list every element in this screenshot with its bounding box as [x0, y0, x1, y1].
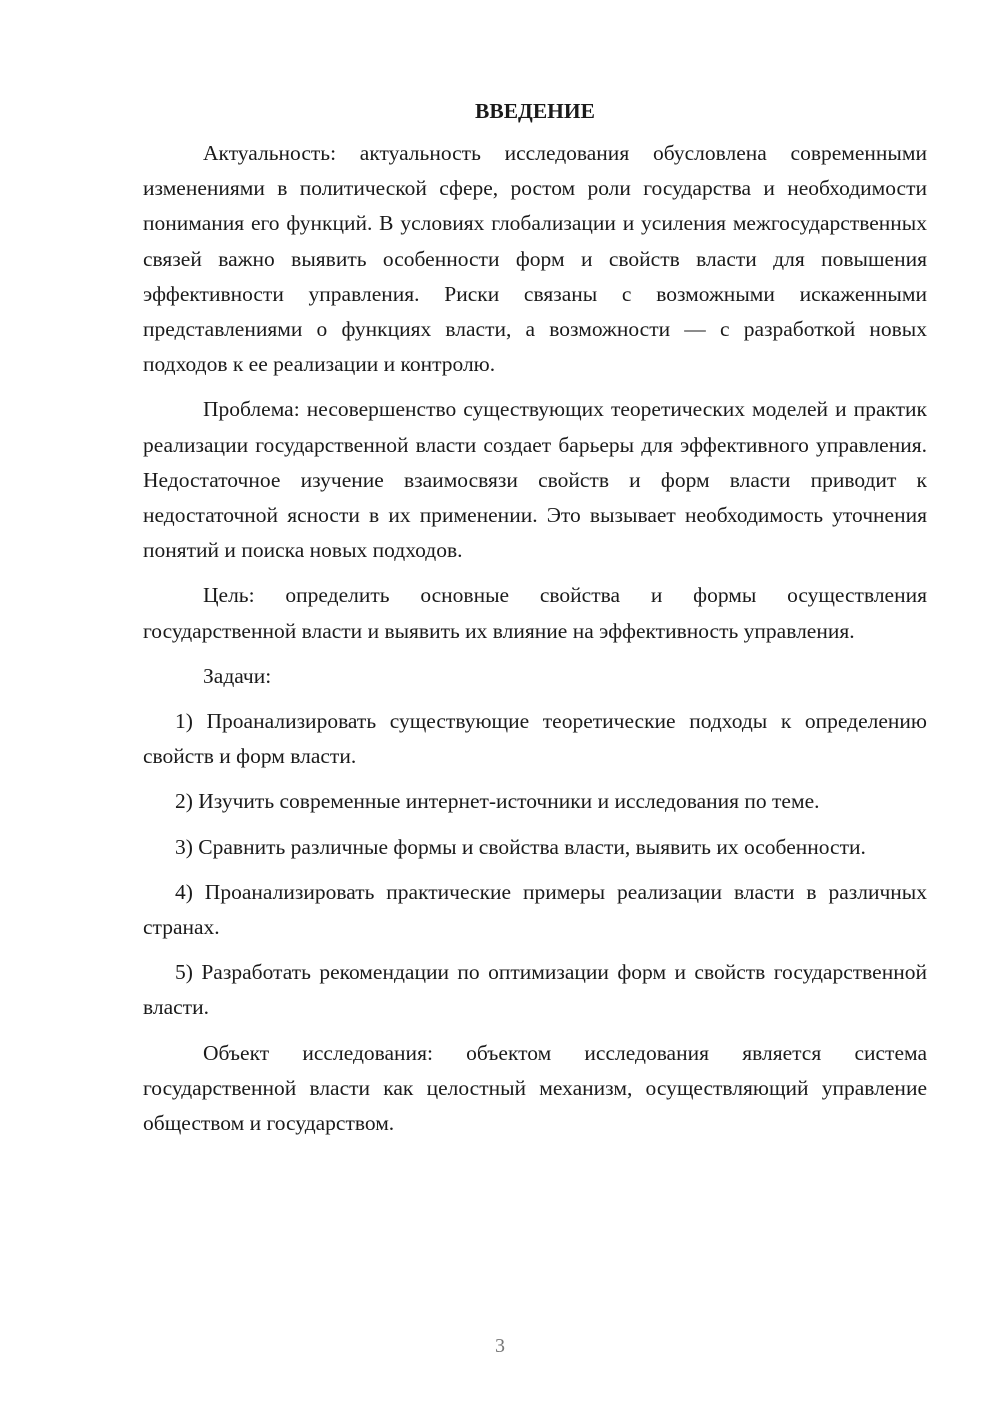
page-number: 3 [495, 1335, 505, 1357]
paragraph-relevance: Актуальность: актуальность исследования обусловлена современными изменениями в политической сфере, ростом роли государства и необходимости понимания его функций. В условиях глобализации и усиления межгосударственных связей важно выявить особенности форм и свойств власти для повышения эффективности управления. Риски связаны с возможными искаженными представлениями о функциях власти, а возможности — с разработкой новых подходов к ее реализации и контролю. [143, 141, 927, 377]
task-item-5: 5) Разработать рекомендации по оптимизации форм и свойств государственной власти. [143, 960, 927, 1020]
task-item-3: 3) Сравнить различные формы и свойства власти, выявить их особенности. [175, 834, 866, 859]
paragraph-problem: Проблема: несовершенство существующих теоретических моделей и практик реализации государственной власти создает барьеры для эффективного управления. Недостаточное изучение взаимосвязи свойств и форм власти приводит к недостаточной ясности в их применении. Это вызывает необходимость уточнения понятий и поиска новых подходов. [143, 397, 927, 563]
paragraph-object: Объект исследования: объектом исследования является система государственной власти как целостный механизм, осуществляющий управление обществом и государством. [143, 1040, 927, 1136]
task-item-2: 2) Изучить современные интернет-источники и исследования по теме. [175, 789, 820, 814]
page-content [143, 96, 927, 1151]
section-heading: ВВЕДЕНИЕ [475, 99, 595, 123]
paragraph-goal: Цель: определить основные свойства и формы осуществления государственной власти и выявить их влияние на эффективность управления. [143, 583, 927, 643]
tasks-label: Задачи: [203, 663, 272, 688]
task-item-4: 4) Проанализировать практические примеры реализации власти в различных странах. [143, 879, 927, 940]
task-item-1: 1) Проанализировать существующие теоретические подходы к определению свойств и форм власти. [143, 709, 927, 769]
